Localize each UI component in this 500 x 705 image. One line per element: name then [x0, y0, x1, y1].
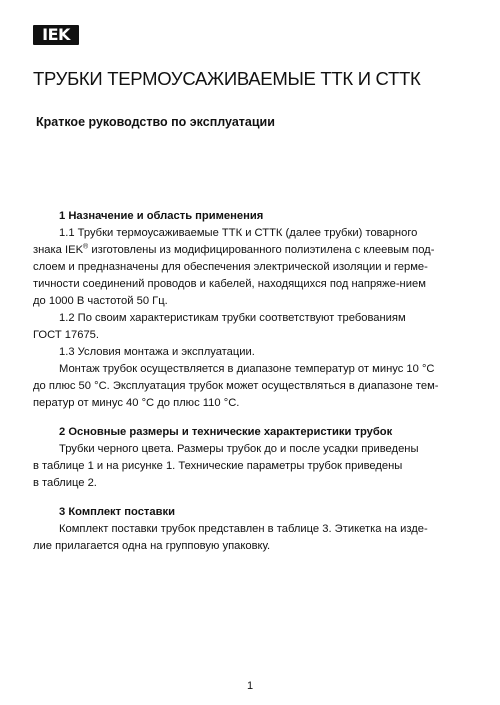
- section-3-paragraph-line: Комплект поставки трубок представлен в таблице 3. Этикетка на изде-: [59, 523, 428, 535]
- text-fragment: изготовлены из модифицированного полиэтилена с клеевым под-: [88, 244, 435, 256]
- registered-mark: ®: [83, 243, 89, 251]
- section-3-heading: 3 Комплект поставки: [59, 506, 175, 518]
- iek-logo: [33, 25, 79, 45]
- section-1-paragraph-1-line: слоем и предназначены для обеспечения электрической изоляции и герме-: [33, 261, 428, 273]
- text-fragment: знака IEK: [33, 244, 84, 256]
- section-1-paragraph-2-line: ГОСТ 17675.: [33, 329, 99, 341]
- section-2-paragraph-line: в таблице 1 и на рисунке 1. Технические параметры трубок приведены: [33, 460, 403, 472]
- section-2-paragraph-line: Трубки черного цвета. Размеры трубок до и после усадки приведены: [59, 443, 419, 455]
- section-1-paragraph-2-line: 1.2 По своим характеристикам трубки соответствуют требованиям: [59, 312, 406, 324]
- section-1-paragraph-4-line: Монтаж трубок осуществляется в диапазоне температур от минус 10 °С: [59, 363, 435, 375]
- document-title: ТРУБКИ ТЕРМОУСАЖИВАЕМЫЕ ТТК И СТТК: [33, 68, 421, 89]
- section-1-paragraph-4-line: ператур от минус 40 °С до плюс 110 °С.: [33, 397, 240, 409]
- page-number: 1: [246, 680, 254, 692]
- section-2-heading: 2 Основные размеры и технические характеристики трубок: [59, 426, 393, 438]
- document-subtitle: Краткое руководство по эксплуатации: [36, 115, 275, 129]
- section-1-paragraph-1-line: [33, 242, 473, 259]
- section-1-paragraph-1-line: до 1000 В частотой 50 Гц.: [33, 295, 168, 307]
- section-3-paragraph-line: лие прилагается одна на групповую упаковку.: [33, 540, 271, 552]
- section-1-paragraph-1-line: тичности соединений проводов и кабелей, находящихся под напряже-нием: [33, 278, 426, 290]
- section-spacer: [33, 492, 473, 504]
- section-spacer: [33, 412, 473, 424]
- section-1-paragraph-1-line: 1.1 Трубки термоусаживаемые ТТК и СТТК (далее трубки) товарного: [59, 227, 418, 239]
- logo-text: IEK: [42, 25, 70, 44]
- section-1-heading: 1 Назначение и область применения: [59, 210, 264, 222]
- section-2-paragraph-line: в таблице 2.: [33, 477, 97, 489]
- section-1-paragraph-3-line: 1.3 Условия монтажа и эксплуатации.: [59, 346, 255, 358]
- document-body: [33, 208, 473, 555]
- section-1-paragraph-4-line: до плюс 50 °С. Эксплуатация трубок может осуществляться в диапазоне тем-: [33, 380, 439, 392]
